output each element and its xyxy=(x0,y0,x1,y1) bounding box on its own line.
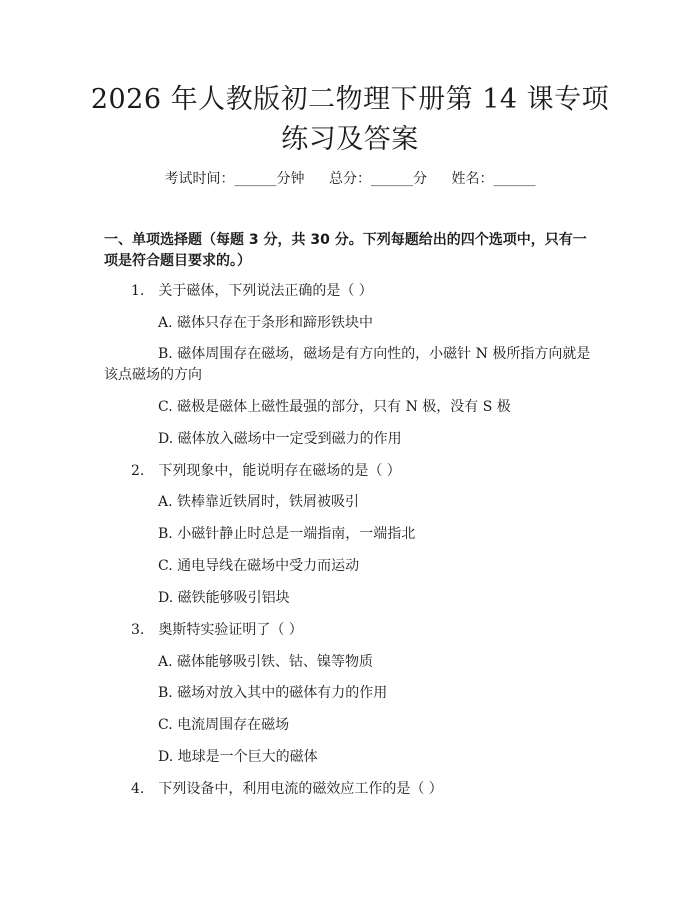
document-title: 2026 年人教版初二物理下册第 14 课专项练习及答案 xyxy=(90,84,610,155)
question-option: C. 通电导线在磁场中受力而运动 xyxy=(158,558,360,574)
question-stem: 1. 关于磁体，下列说法正确的是（ ） xyxy=(131,283,373,299)
question-option: A. 铁棒靠近铁屑时，铁屑被吸引 xyxy=(158,494,360,510)
exam-time-field: 考试时间：______分钟 xyxy=(164,171,305,187)
question-option: A. 磁体能够吸引铁、钴、镍等物质 xyxy=(158,654,374,670)
question-option: C. 磁极是磁体上磁性最强的部分，只有 N 极，没有 S 极 xyxy=(158,399,511,415)
question-option: D. 磁铁能够吸引铝块 xyxy=(158,590,290,606)
question-stem: 2. 下列现象中，能说明存在磁场的是（ ） xyxy=(131,463,401,479)
student-name-field: 姓名：______ xyxy=(451,171,536,187)
question-option: A. 磁体只存在于条形和蹄形铁块中 xyxy=(158,315,374,331)
question-stem: 3. 奥斯特实验证明了（ ） xyxy=(131,622,303,638)
question-option: D. 地球是一个巨大的磁体 xyxy=(158,749,318,765)
question-option: C. 电流周围存在磁场 xyxy=(158,717,290,733)
total-score-field: 总分：______分 xyxy=(329,171,427,187)
section-heading: 一、单项选择题（每题 3 分，共 30 分。下列每题给出的四个选项中，只有一项是符合题目要求的。） xyxy=(104,232,587,269)
question-option: B. 磁场对放入其中的磁体有力的作用 xyxy=(158,685,388,701)
question-stem: 4. 下列设备中，利用电流的磁效应工作的是（ ） xyxy=(131,781,443,797)
question-option: B. 小磁针静止时总是一端指南，一端指北 xyxy=(158,526,416,542)
question-option: B. 磁体周围存在磁场，磁场是有方向性的，小磁针 N 极所指方向就是该点磁场的方向 xyxy=(104,346,591,383)
exam-meta xyxy=(0,168,700,188)
question-option: D. 磁体放入磁场中一定受到磁力的作用 xyxy=(158,431,402,447)
